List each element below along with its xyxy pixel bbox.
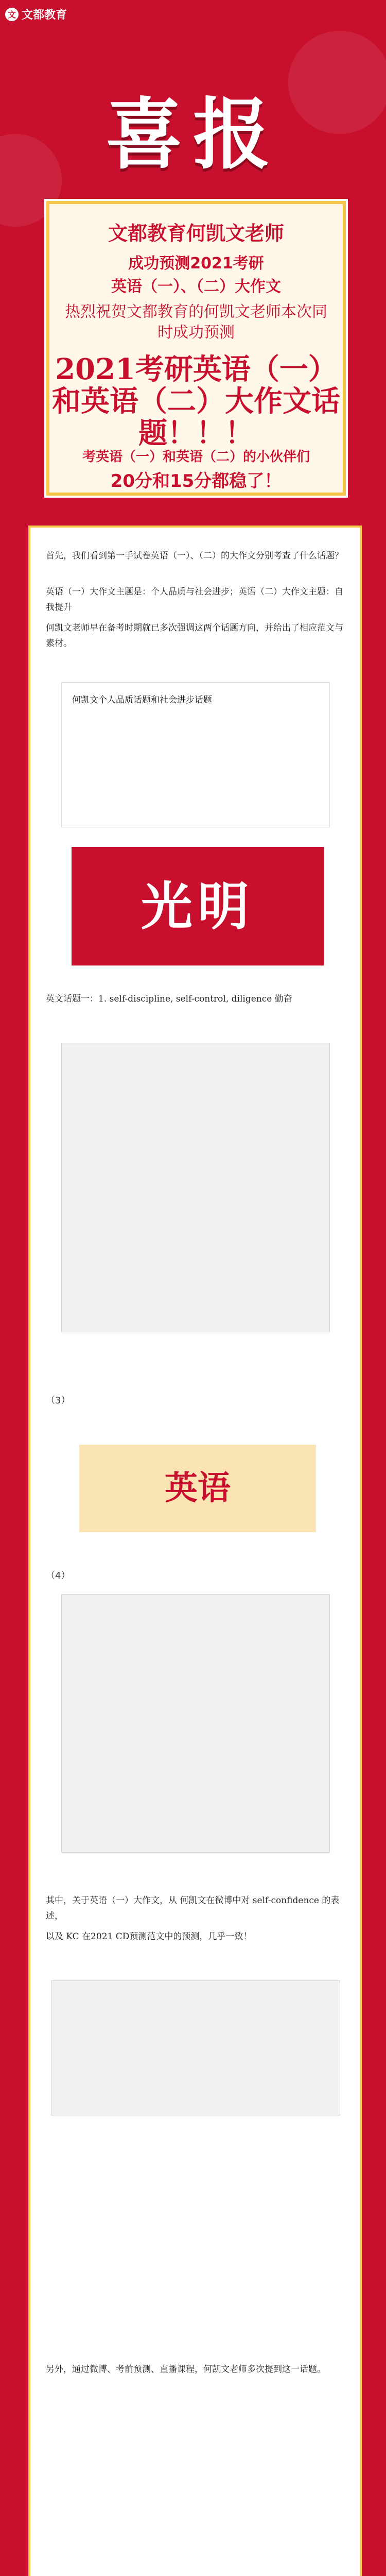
brand-logo — [5, 6, 67, 22]
screenshot-card — [61, 1043, 330, 1332]
article-panel — [28, 526, 362, 2576]
photo-card — [51, 1980, 340, 2115]
hero-line-predict: 成功预测2021考研 — [128, 255, 264, 273]
screenshot-card — [61, 1594, 330, 1853]
hero-line-teacher: 文都教育何凯文老师 — [108, 222, 284, 245]
banner-english: 英语 — [79, 1445, 316, 1532]
hero-card — [46, 201, 346, 496]
hero-line-score: 20分和15分都稳了！ — [110, 471, 282, 492]
article-paragraph: 以及 KC 在2021 CD预测范文中的预测，几乎一致！ — [46, 1931, 252, 1942]
article-paragraph: 另外，通过微博、考前预测、直播课程，何凯文老师多次提到这一话题。 — [46, 2364, 326, 2375]
hero-line-headline: 2021考研英语（一）和英语（二）大作文话题！！！ — [52, 352, 340, 450]
banner-guangming: 光明 — [72, 847, 324, 965]
screenshot-card — [61, 682, 330, 827]
article-paragraph: 何凯文老师早在备考时期就已多次强调这两个话题方向，并给出了相应范文与素材。 — [46, 623, 343, 649]
hero-line-audience: 考英语（一）和英语（二）的小伙伴们 — [82, 449, 310, 465]
hero-title: 喜报 — [105, 89, 280, 180]
logo-icon: 文 — [5, 8, 19, 21]
hero-line-subject: 英语（一）、（二）大作文 — [111, 278, 281, 296]
hero-line-congrats: 热烈祝贺文都教育的何凯文老师本次同时成功预测 — [65, 303, 327, 342]
article-paragraph: 英语（一）大作文主题是：个人品质与社会进步；英语（二）大作文主题：自我提升 — [46, 587, 343, 613]
logo-text: 文都教育 — [22, 8, 67, 22]
article-paragraph: 英文话题一：1. self-discipline, self-control, diligence 勤奋 — [46, 994, 292, 1004]
section-number: （4） — [46, 1570, 71, 1581]
screenshot-text: 何凯文个人品质话题和社会进步话题 — [72, 695, 212, 705]
article-paragraph: 其中，关于英语（一）大作文，从 何凯文在微博中对 self-confidence 的表述， — [46, 1895, 340, 1921]
section-number: （3） — [46, 1395, 71, 1406]
article-paragraph: 首先，我们看到第一手试卷英语（一）、（二）的大作文分别考查了什么话题？ — [46, 551, 343, 561]
